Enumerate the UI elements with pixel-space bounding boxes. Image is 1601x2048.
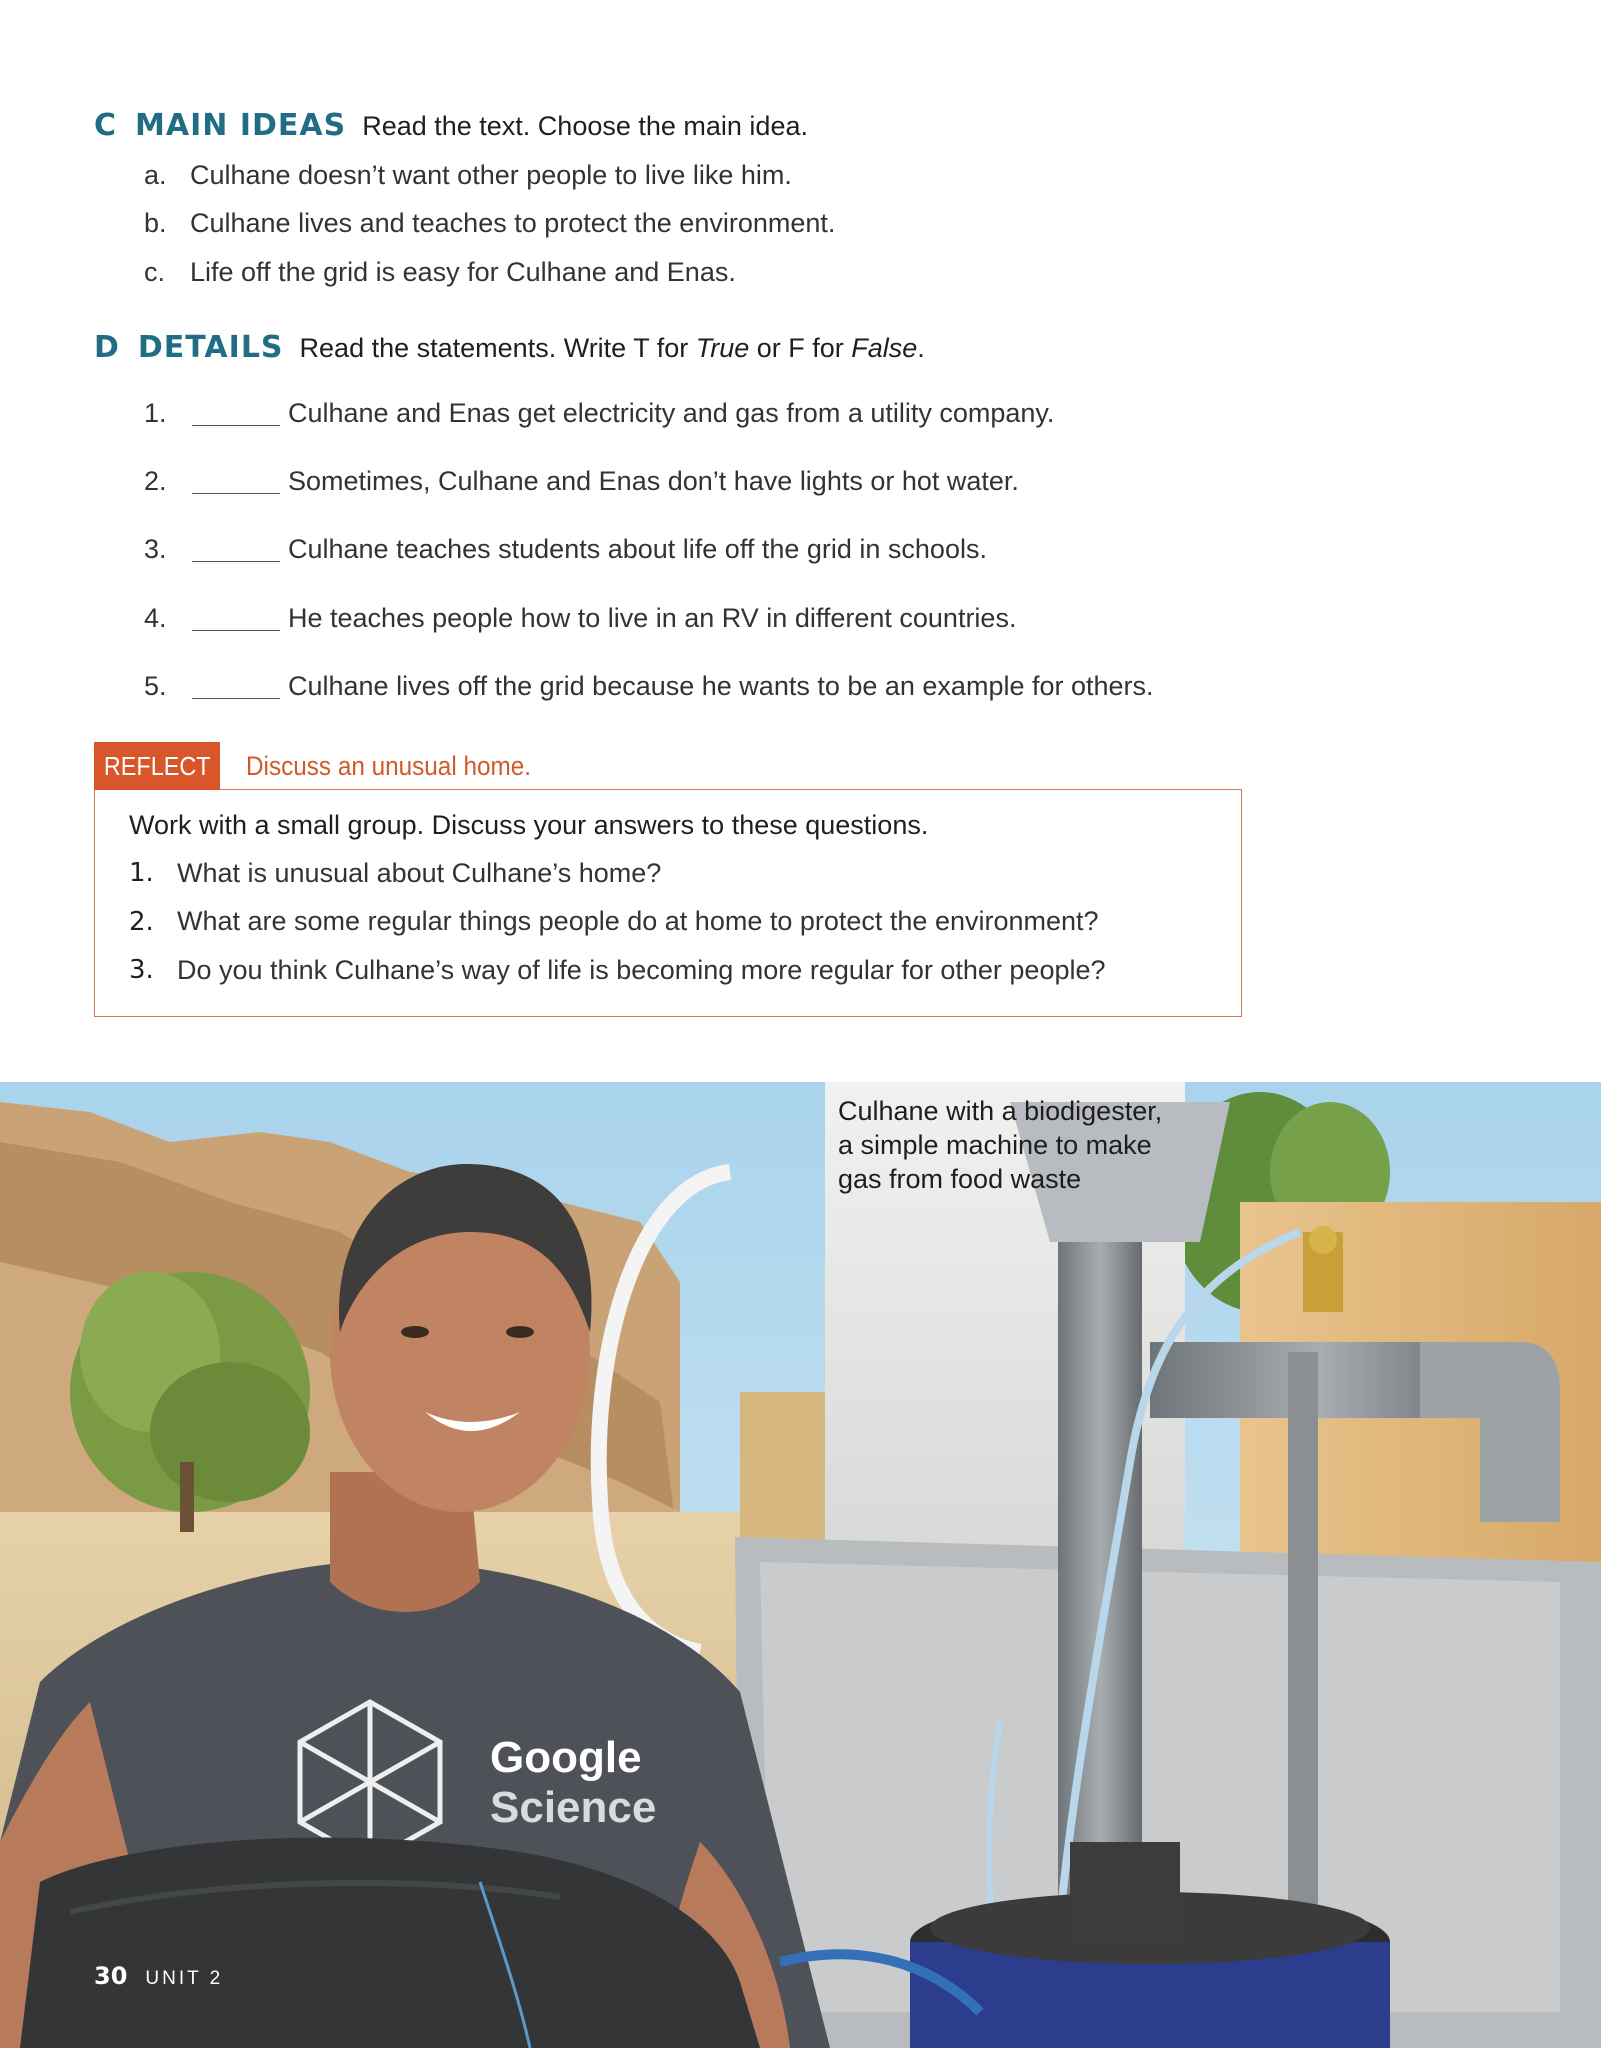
statement-number: 5. [144, 670, 167, 701]
caption-line: a simple machine to make [838, 1130, 1152, 1160]
caption-line: Culhane with a biodigester, [838, 1096, 1163, 1126]
question-text: What is unusual about Culhane’s home? [177, 857, 662, 888]
choice-item[interactable] [94, 248, 1394, 297]
section-title: DETAILS [137, 330, 284, 365]
statement-number: 4. [144, 602, 167, 633]
section-instruction: Read the text. Choose the main idea. [362, 111, 808, 141]
question-text: What are some regular things people do at home to protect the environment? [177, 906, 1099, 937]
reflect-tag: REFLECT [94, 742, 220, 790]
question-text: Do you think Culhane’s way of life is becoming more regular for other people? [177, 954, 1106, 985]
instruction-false-word: False [851, 333, 918, 363]
main-idea-choices [94, 151, 1394, 297]
section-letter: D [94, 330, 120, 365]
shirt-text-science: Science [490, 1783, 657, 1832]
choice-text: Culhane doesn’t want other people to live like him. [190, 159, 792, 190]
reflect-heading [94, 742, 1242, 790]
choice-letter: b. [144, 208, 167, 239]
main-ideas-section [94, 108, 1394, 297]
statement-item [94, 379, 1394, 447]
section-title: MAIN IDEAS [135, 108, 347, 143]
answer-blank[interactable] [192, 674, 280, 699]
photo-culhane-biodigester [0, 1082, 1601, 2048]
photo-caption [838, 1094, 1258, 1196]
statement-text: Culhane lives off the grid because he wants to be an example for others. [288, 670, 1154, 701]
answer-blank[interactable] [192, 606, 280, 631]
reflect-box [94, 789, 1242, 1017]
instruction-part: or F for [749, 333, 852, 363]
unit-label: UNIT 2 [145, 1968, 224, 1989]
statement-item [94, 447, 1394, 515]
instruction-true-word: True [695, 333, 750, 363]
statement-number: 3. [144, 534, 167, 565]
question-number: 3. [129, 955, 154, 986]
choice-text: Culhane lives and teaches to protect the environment. [190, 208, 836, 239]
page-footer [94, 1962, 223, 1990]
main-ideas-heading [94, 108, 1394, 143]
reflect-section [94, 742, 1242, 1017]
reflect-subtitle: Discuss an unusual home. [246, 750, 532, 781]
statement-item [94, 584, 1394, 652]
reflect-lead: Work with a small group. Discuss your answers to these questions. [129, 810, 929, 840]
statement-item [94, 516, 1394, 584]
answer-blank[interactable] [192, 537, 280, 562]
statement-number: 1. [144, 397, 167, 428]
statement-text: Culhane and Enas get electricity and gas from a utility company. [288, 397, 1055, 428]
statement-number: 2. [144, 465, 167, 496]
answer-blank[interactable] [192, 469, 280, 494]
question-number: 2. [129, 906, 154, 937]
instruction-part: Read the statements. Write T for [299, 333, 696, 363]
choice-item[interactable] [94, 151, 1394, 200]
answer-blank[interactable] [192, 401, 280, 426]
question-number: 1. [129, 858, 154, 889]
instruction-part: . [917, 333, 925, 363]
choice-letter: c. [144, 256, 166, 287]
page-number: 30 [94, 1962, 128, 1990]
section-instruction [300, 333, 925, 364]
details-section [94, 330, 1394, 720]
question-item [129, 849, 1207, 898]
choice-item[interactable] [94, 200, 1394, 249]
photo-illustration [0, 1082, 1601, 2048]
choice-text: Life off the grid is easy for Culhane and Enas. [190, 256, 736, 287]
section-letter: C [94, 108, 118, 143]
statement-text: He teaches people how to live in an RV in different countries. [288, 602, 1017, 633]
details-heading [94, 330, 1394, 365]
statement-text: Culhane teaches students about life off the grid in schools. [288, 534, 987, 565]
caption-line: gas from food waste [838, 1164, 1082, 1194]
statement-list [94, 379, 1394, 720]
question-item [129, 898, 1207, 947]
statement-text: Sometimes, Culhane and Enas don’t have lights or hot water. [288, 465, 1019, 496]
question-item [129, 946, 1207, 995]
choice-letter: a. [144, 159, 167, 190]
shirt-text-google: Google [490, 1733, 642, 1782]
question-list [129, 849, 1207, 995]
statement-item [94, 652, 1394, 720]
